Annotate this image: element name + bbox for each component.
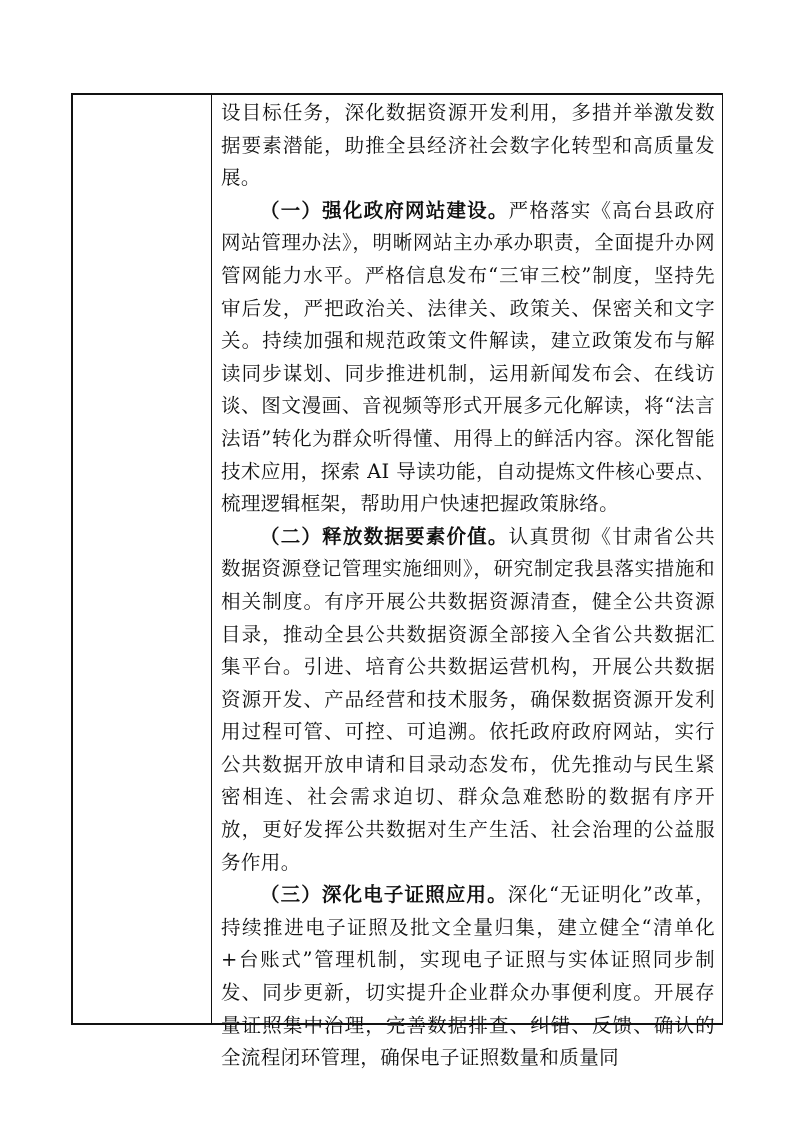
table-content-cell	[221, 97, 715, 1075]
paragraph-website	[221, 195, 715, 521]
paragraph-license	[221, 879, 715, 1075]
heading-data: （二）释放数据要素价值。	[260, 524, 509, 548]
paragraph-intro	[221, 97, 715, 195]
table-left-column	[73, 95, 212, 1023]
paragraph-intro-text: 设目标任务，深化数据资源开发利用，多措并举激发数据要素潜能，助推全县经济社会数字化转型和高质量发展。	[221, 101, 715, 190]
document-table	[71, 93, 723, 1070]
paragraph-data	[221, 521, 715, 880]
heading-license: （三）深化电子证照应用。	[260, 883, 508, 907]
paragraph-license-text: 深化“无证明化”改革，持续推进电子证照及批文全量归集，建立健全“清单化+台账式”管理机制，实现电子证照与实体证照同步制发、同步更新，切实提升企业群众办事便利度。开展存量证照集中治理，完善数据排查、纠错、反馈、确认的全流程闭环管理，确保电子证照数量和质量同	[221, 883, 715, 1070]
paragraph-website-text: 严格落实《高台县政府网站管理办法》，明晰网站主办承办职责，全面提升办网管网能力水平。严格信息发布“三审三校”制度，坚持先审后发，严把政治关、法律关、政策关、保密关和文字关。持续加强和规范政策文件解读，建立政策发布与解读同步谋划、同步推进机制，运用新闻发布会、在线访谈、图文漫画、音视频等形式开展多元化解读，将“法言法语”转化为群众听得懂、用得上的鲜活内容。深化智能技术应用，探索 AI 导读功能，自动提炼文件核心要点、梳理逻辑框架，帮助用户快速把握政策脉络。	[221, 198, 715, 516]
heading-website: （一）强化政府网站建设。	[260, 198, 509, 222]
paragraph-data-text: 认真贯彻《甘肃省公共数据资源登记管理实施细则》，研究制定我县落实措施和相关制度。有序开展公共数据资源清查，健全公共资源目录，推动全县公共数据资源全部接入全省公共数据汇集平台。引进、培育公共数据运营机构，开展公共数据资源开发、产品经营和技术服务，确保数据资源开发利用过程可管、可控、可追溯。依托政府政府网站，实行公共数据开放申请和目录动态发布，优先推动与民生紧密相连、社会需求迫切、群众急难愁盼的数据有序开放，更好发挥公共数据对生产生活、社会治理的公益服务作用。	[221, 524, 715, 874]
